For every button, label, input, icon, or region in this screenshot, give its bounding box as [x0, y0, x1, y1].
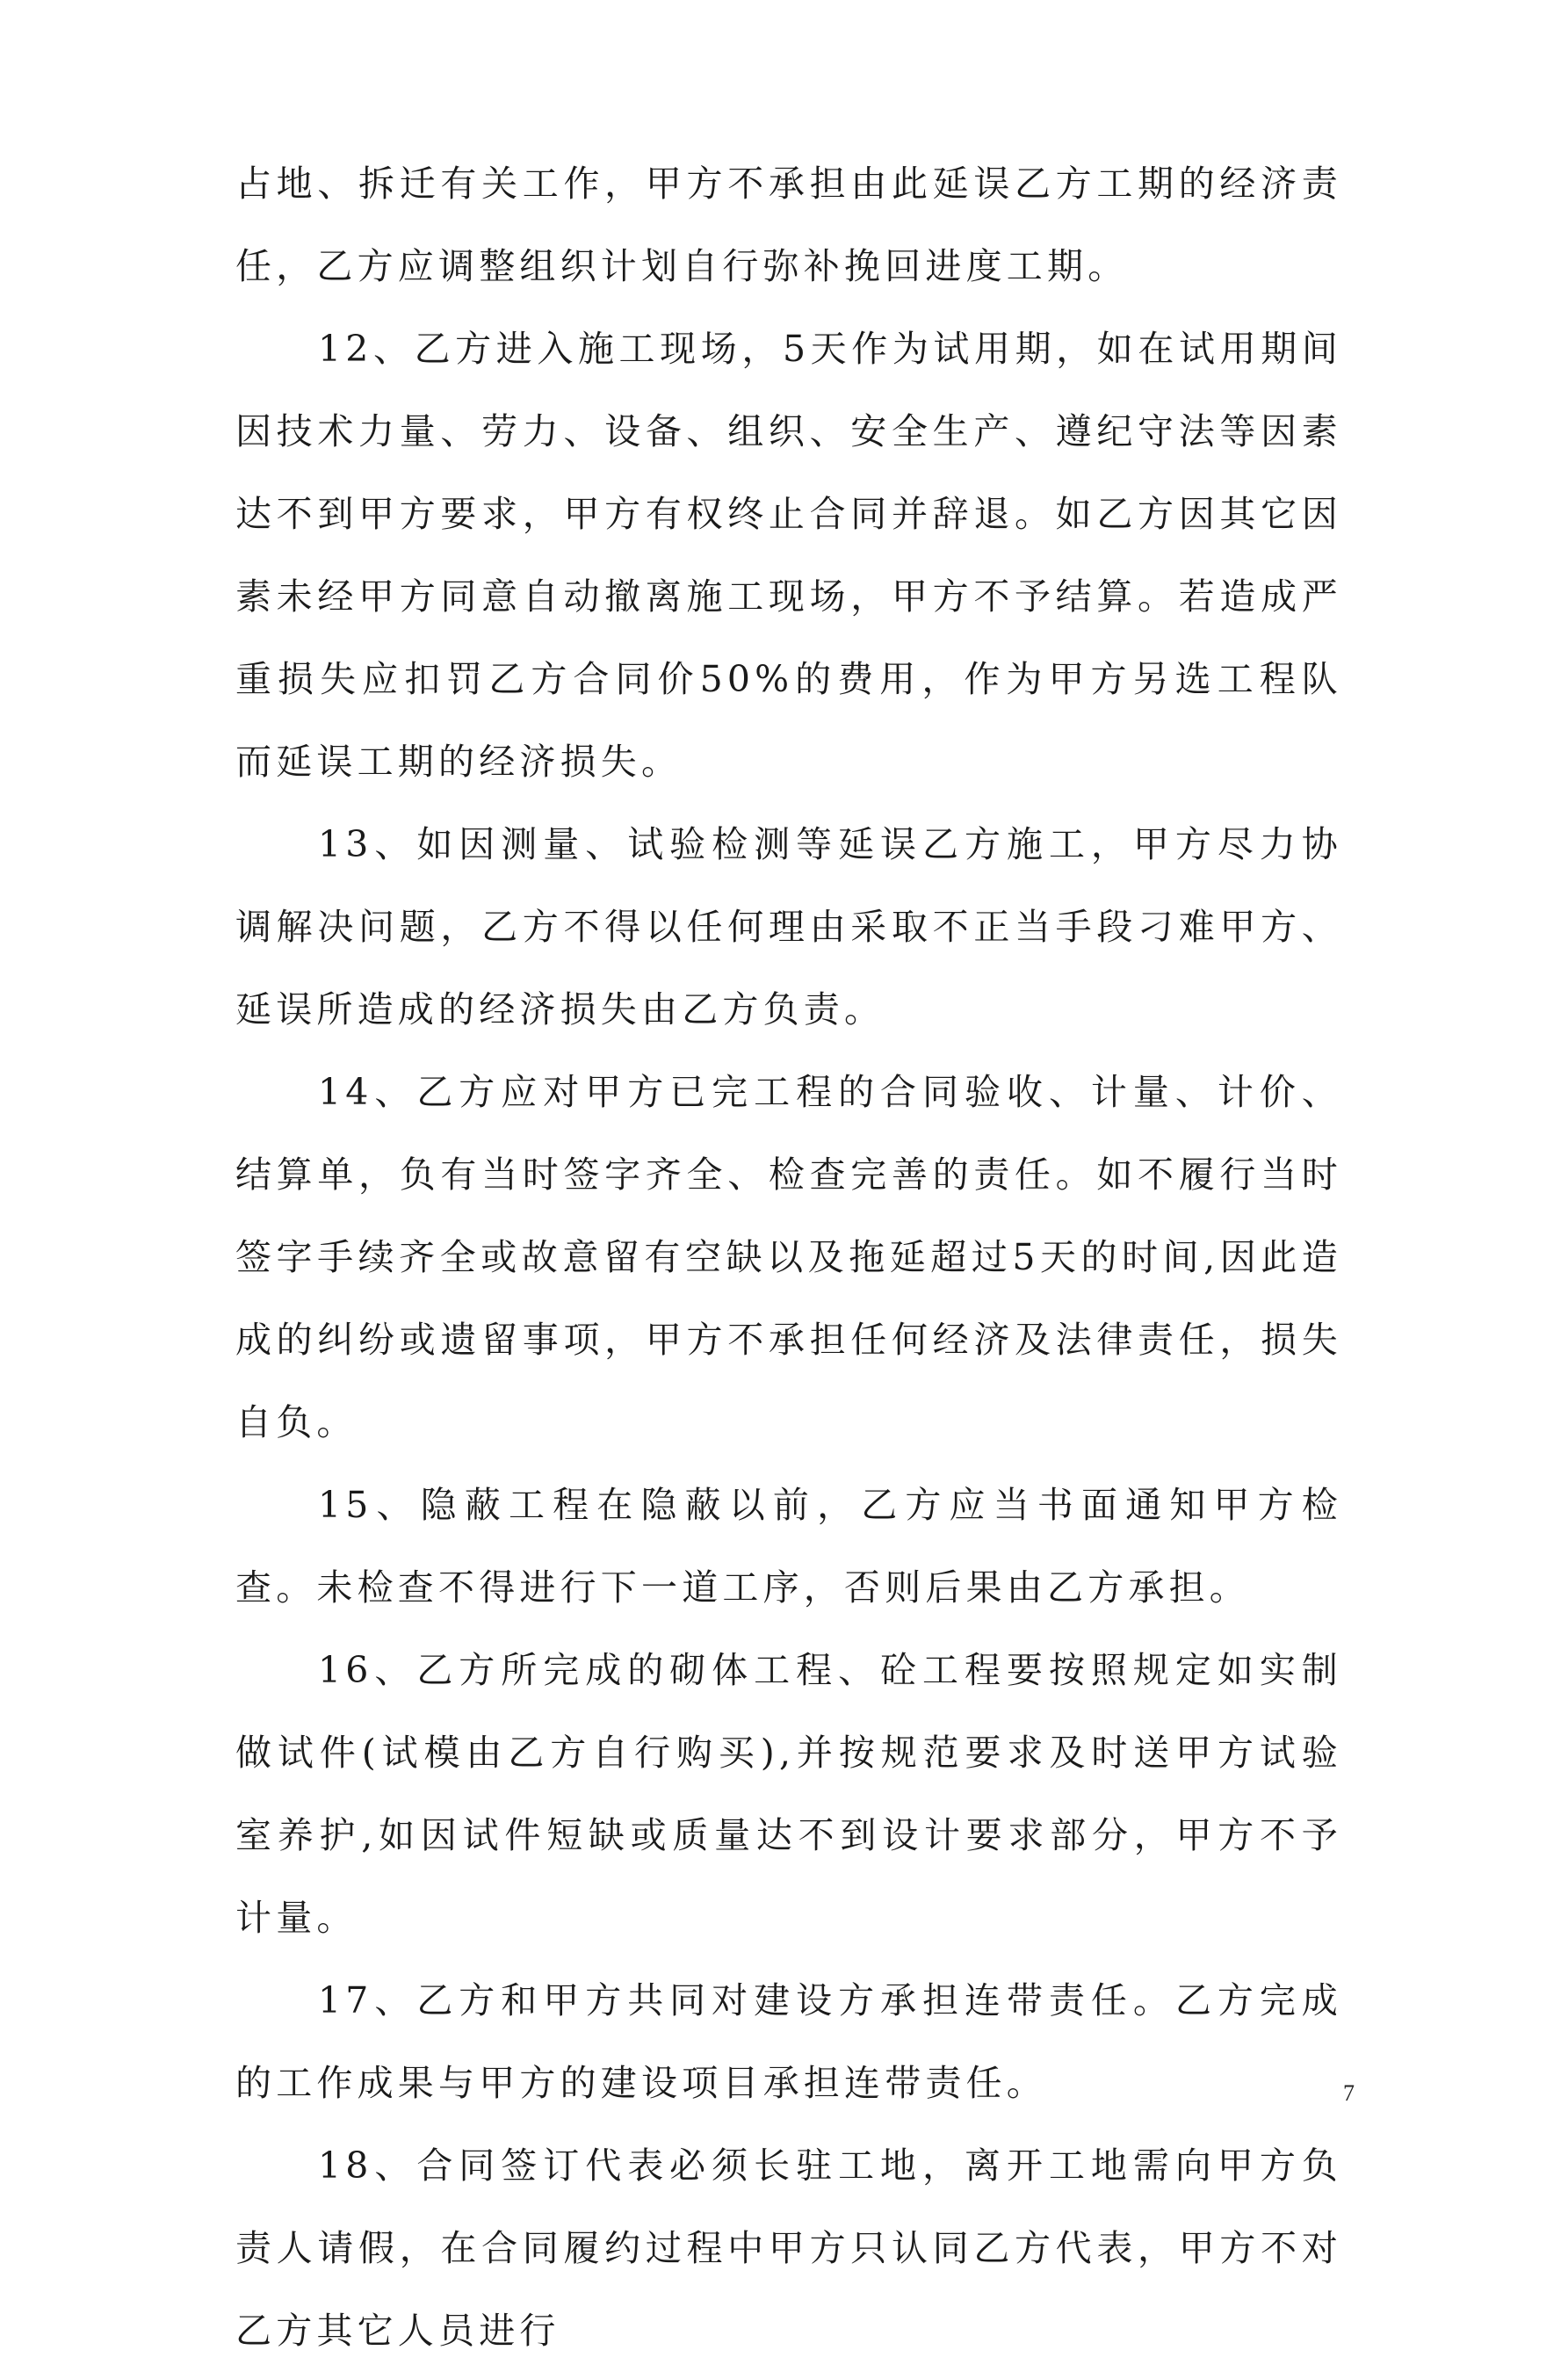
paragraph-clause-15: 15、隐蔽工程在隐蔽以前，乙方应当书面通知甲方检查。未检查不得进行下一道工序，否则后果由乙方承担。 — [235, 1484, 1342, 1609]
paragraph-clause-13: 13、如因测量、试验检测等延误乙方施工，甲方尽力协调解决问题，乙方不得以任何理由采取不正当手段刁难甲方、延误所造成的经济损失由乙方负责。 — [235, 823, 1342, 1031]
paragraph-clause-16: 16、乙方所完成的砌体工程、砼工程要按照规定如实制做试件(试模由乙方自行购买),并按规范要求及时送甲方试验室养护,如因试件短缺或质量达不到设计要求部分，甲方不予计量。 — [235, 1649, 1342, 1939]
paragraph-clause-18: 18、合同签订代表必须长驻工地，离开工地需向甲方负责人请假，在合同履约过程中甲方只认同乙方代表，甲方不对乙方其它人员进行 — [235, 2144, 1342, 2352]
page-body — [235, 142, 1342, 2372]
paragraph-clause-17: 17、乙方和甲方共同对建设方承担连带责任。乙方完成的工作成果与甲方的建设项目承担连带责任。 — [235, 1979, 1342, 2104]
page-number: 7 — [1343, 2080, 1355, 2106]
paragraph-clause-12: 12、乙方进入施工现场，5天作为试用期，如在试用期间因技术力量、劳力、设备、组织、安全生产、遵纪守法等因素达不到甲方要求，甲方有权终止合同并辞退。如乙方因其它因素未经甲方同意自动撤离施工现场，甲方不予结算。若造成严重损失应扣罚乙方合同价50%的费用，作为甲方另选工程队而延误工期的经济损失。 — [235, 328, 1342, 783]
paragraph-clause-14: 14、乙方应对甲方已完工程的合同验收、计量、计价、结算单，负有当时签字齐全、检查完善的责任。如不履行当时签字手续齐全或故意留有空缺以及拖延超过5天的时间,因此造成的纠纷或遗留事项，甲方不承担任何经济及法律责任，损失自负。 — [235, 1071, 1342, 1443]
paragraph-continuation: 占地、拆迁有关工作，甲方不承担由此延误乙方工期的经济责任，乙方应调整组织计划自行弥补挽回进度工期。 — [235, 163, 1342, 287]
